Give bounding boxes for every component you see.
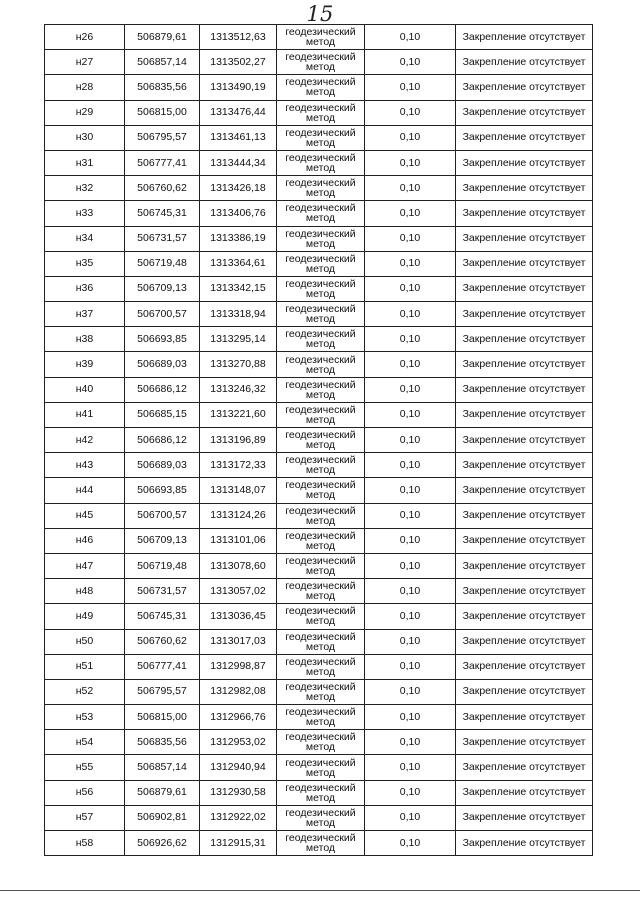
coordinate-y-cell: 1313461,13 [200, 125, 277, 150]
coordinate-y-cell: 1312982,08 [200, 679, 277, 704]
table-row [45, 654, 593, 679]
coordinate-x-cell: 506731,57 [125, 579, 200, 604]
accuracy-cell: 0,10 [365, 150, 456, 175]
table-row [45, 579, 593, 604]
coordinate-x-cell: 506902,81 [125, 805, 200, 830]
coordinate-x-cell: 506760,62 [125, 176, 200, 201]
marking-status-cell: Закрепление отсутствует [456, 453, 593, 478]
coordinate-x-cell: 506879,61 [125, 25, 200, 50]
point-id-cell: н46 [45, 528, 125, 553]
marking-status-cell: Закрепление отсутствует [456, 25, 593, 50]
marking-status-cell: Закрепление отсутствует [456, 478, 593, 503]
accuracy-cell: 0,10 [365, 730, 456, 755]
point-id-cell: н43 [45, 453, 125, 478]
coordinate-y-cell: 1313101,06 [200, 528, 277, 553]
method-cell: геодезический метод [277, 251, 365, 276]
marking-status-cell: Закрепление отсутствует [456, 201, 593, 226]
coordinate-y-cell: 1313476,44 [200, 100, 277, 125]
coordinate-y-cell: 1312930,58 [200, 780, 277, 805]
method-cell: геодезический метод [277, 302, 365, 327]
coordinate-x-cell: 506835,56 [125, 75, 200, 100]
point-id-cell: н50 [45, 629, 125, 654]
coordinate-x-cell: 506926,62 [125, 831, 200, 856]
coordinate-y-cell: 1313172,33 [200, 453, 277, 478]
coordinate-x-cell: 506795,57 [125, 125, 200, 150]
table-row [45, 327, 593, 352]
coordinate-x-cell: 506815,00 [125, 705, 200, 730]
table-row [45, 528, 593, 553]
point-id-cell: н44 [45, 478, 125, 503]
accuracy-cell: 0,10 [365, 25, 456, 50]
coordinate-x-cell: 506857,14 [125, 755, 200, 780]
method-cell: геодезический метод [277, 654, 365, 679]
coordinate-y-cell: 1313386,19 [200, 226, 277, 251]
method-cell: геодезический метод [277, 679, 365, 704]
coordinate-y-cell: 1313036,45 [200, 604, 277, 629]
method-cell: геодезический метод [277, 100, 365, 125]
point-id-cell: н57 [45, 805, 125, 830]
coordinate-y-cell: 1312998,87 [200, 654, 277, 679]
coordinate-x-cell: 506689,03 [125, 453, 200, 478]
method-cell: геодезический метод [277, 805, 365, 830]
method-cell: геодезический метод [277, 125, 365, 150]
marking-status-cell: Закрепление отсутствует [456, 176, 593, 201]
accuracy-cell: 0,10 [365, 327, 456, 352]
method-cell: геодезический метод [277, 150, 365, 175]
marking-status-cell: Закрепление отсутствует [456, 150, 593, 175]
accuracy-cell: 0,10 [365, 478, 456, 503]
point-id-cell: н36 [45, 276, 125, 301]
method-cell: геодезический метод [277, 352, 365, 377]
point-id-cell: н41 [45, 402, 125, 427]
method-cell: геодезический метод [277, 50, 365, 75]
method-cell: геодезический метод [277, 780, 365, 805]
table-row [45, 201, 593, 226]
accuracy-cell: 0,10 [365, 352, 456, 377]
table-row [45, 377, 593, 402]
coordinate-y-cell: 1313017,03 [200, 629, 277, 654]
marking-status-cell: Закрепление отсутствует [456, 831, 593, 856]
accuracy-cell: 0,10 [365, 503, 456, 528]
table-row [45, 453, 593, 478]
point-id-cell: н37 [45, 302, 125, 327]
accuracy-cell: 0,10 [365, 705, 456, 730]
method-cell: геодезический метод [277, 755, 365, 780]
coordinate-y-cell: 1313221,60 [200, 402, 277, 427]
coordinate-y-cell: 1312966,76 [200, 705, 277, 730]
table-row [45, 50, 593, 75]
coordinate-y-cell: 1313124,26 [200, 503, 277, 528]
table-row [45, 251, 593, 276]
table-row [45, 831, 593, 856]
method-cell: геодезический метод [277, 201, 365, 226]
table-row [45, 503, 593, 528]
marking-status-cell: Закрепление отсутствует [456, 654, 593, 679]
coordinate-x-cell: 506685,15 [125, 402, 200, 427]
coordinate-y-cell: 1313246,32 [200, 377, 277, 402]
point-id-cell: н48 [45, 579, 125, 604]
marking-status-cell: Закрепление отсутствует [456, 780, 593, 805]
coordinate-y-cell: 1313270,88 [200, 352, 277, 377]
method-cell: геодезический метод [277, 705, 365, 730]
marking-status-cell: Закрепление отсутствует [456, 528, 593, 553]
method-cell: геодезический метод [277, 428, 365, 453]
point-id-cell: н29 [45, 100, 125, 125]
accuracy-cell: 0,10 [365, 428, 456, 453]
method-cell: геодезический метод [277, 75, 365, 100]
table-row [45, 276, 593, 301]
marking-status-cell: Закрепление отсутствует [456, 629, 593, 654]
table-row [45, 478, 593, 503]
marking-status-cell: Закрепление отсутствует [456, 604, 593, 629]
point-id-cell: н54 [45, 730, 125, 755]
accuracy-cell: 0,10 [365, 402, 456, 427]
marking-status-cell: Закрепление отсутствует [456, 50, 593, 75]
table-row [45, 780, 593, 805]
marking-status-cell: Закрепление отсутствует [456, 805, 593, 830]
marking-status-cell: Закрепление отсутствует [456, 679, 593, 704]
method-cell: геодезический метод [277, 25, 365, 50]
coordinate-x-cell: 506745,31 [125, 604, 200, 629]
marking-status-cell: Закрепление отсутствует [456, 327, 593, 352]
accuracy-cell: 0,10 [365, 276, 456, 301]
accuracy-cell: 0,10 [365, 453, 456, 478]
marking-status-cell: Закрепление отсутствует [456, 503, 593, 528]
accuracy-cell: 0,10 [365, 100, 456, 125]
coordinate-x-cell: 506835,56 [125, 730, 200, 755]
point-id-cell: н40 [45, 377, 125, 402]
accuracy-cell: 0,10 [365, 553, 456, 578]
table-row [45, 428, 593, 453]
method-cell: геодезический метод [277, 478, 365, 503]
coordinate-x-cell: 506857,14 [125, 50, 200, 75]
table-row [45, 150, 593, 175]
coordinate-y-cell: 1312940,94 [200, 755, 277, 780]
point-id-cell: н47 [45, 553, 125, 578]
coordinate-x-cell: 506879,61 [125, 780, 200, 805]
point-id-cell: н32 [45, 176, 125, 201]
accuracy-cell: 0,10 [365, 377, 456, 402]
point-id-cell: н49 [45, 604, 125, 629]
marking-status-cell: Закрепление отсутствует [456, 579, 593, 604]
point-id-cell: н26 [45, 25, 125, 50]
coordinate-y-cell: 1313490,19 [200, 75, 277, 100]
table-row [45, 402, 593, 427]
table-row [45, 352, 593, 377]
point-id-cell: н34 [45, 226, 125, 251]
accuracy-cell: 0,10 [365, 302, 456, 327]
coordinate-x-cell: 506693,85 [125, 327, 200, 352]
accuracy-cell: 0,10 [365, 528, 456, 553]
coordinate-x-cell: 506693,85 [125, 478, 200, 503]
coordinate-x-cell: 506719,48 [125, 251, 200, 276]
coordinate-y-cell: 1313148,07 [200, 478, 277, 503]
marking-status-cell: Закрепление отсутствует [456, 730, 593, 755]
coordinate-y-cell: 1313426,18 [200, 176, 277, 201]
accuracy-cell: 0,10 [365, 604, 456, 629]
point-id-cell: н56 [45, 780, 125, 805]
point-id-cell: н53 [45, 705, 125, 730]
accuracy-cell: 0,10 [365, 654, 456, 679]
table-row [45, 629, 593, 654]
accuracy-cell: 0,10 [365, 755, 456, 780]
coordinate-x-cell: 506777,41 [125, 654, 200, 679]
method-cell: геодезический метод [277, 176, 365, 201]
table-row [45, 805, 593, 830]
marking-status-cell: Закрепление отсутствует [456, 251, 593, 276]
method-cell: геодезический метод [277, 276, 365, 301]
method-cell: геодезический метод [277, 730, 365, 755]
marking-status-cell: Закрепление отсутствует [456, 402, 593, 427]
accuracy-cell: 0,10 [365, 805, 456, 830]
coordinate-x-cell: 506686,12 [125, 428, 200, 453]
coordinate-y-cell: 1313364,61 [200, 251, 277, 276]
marking-status-cell: Закрепление отсутствует [456, 226, 593, 251]
table-row [45, 25, 593, 50]
method-cell: геодезический метод [277, 226, 365, 251]
accuracy-cell: 0,10 [365, 251, 456, 276]
marking-status-cell: Закрепление отсутствует [456, 705, 593, 730]
accuracy-cell: 0,10 [365, 176, 456, 201]
coordinate-x-cell: 506731,57 [125, 226, 200, 251]
coordinate-x-cell: 506700,57 [125, 503, 200, 528]
marking-status-cell: Закрепление отсутствует [456, 755, 593, 780]
accuracy-cell: 0,10 [365, 226, 456, 251]
marking-status-cell: Закрепление отсутствует [456, 377, 593, 402]
coordinate-y-cell: 1313342,15 [200, 276, 277, 301]
coordinate-x-cell: 506719,48 [125, 553, 200, 578]
coordinate-x-cell: 506777,41 [125, 150, 200, 175]
marking-status-cell: Закрепление отсутствует [456, 428, 593, 453]
coordinate-x-cell: 506745,31 [125, 201, 200, 226]
table-row [45, 705, 593, 730]
point-id-cell: н27 [45, 50, 125, 75]
coordinate-y-cell: 1312953,02 [200, 730, 277, 755]
point-id-cell: н51 [45, 654, 125, 679]
coordinate-x-cell: 506709,13 [125, 276, 200, 301]
marking-status-cell: Закрепление отсутствует [456, 125, 593, 150]
coordinate-x-cell: 506709,13 [125, 528, 200, 553]
accuracy-cell: 0,10 [365, 50, 456, 75]
marking-status-cell: Закрепление отсутствует [456, 302, 593, 327]
coordinate-y-cell: 1313444,34 [200, 150, 277, 175]
point-id-cell: н55 [45, 755, 125, 780]
accuracy-cell: 0,10 [365, 201, 456, 226]
coordinate-y-cell: 1313512,63 [200, 25, 277, 50]
table-row [45, 679, 593, 704]
coordinate-y-cell: 1313406,76 [200, 201, 277, 226]
accuracy-cell: 0,10 [365, 579, 456, 604]
table-row [45, 604, 593, 629]
coordinate-x-cell: 506815,00 [125, 100, 200, 125]
point-id-cell: н31 [45, 150, 125, 175]
coordinate-y-cell: 1312915,31 [200, 831, 277, 856]
point-id-cell: н35 [45, 251, 125, 276]
coordinate-x-cell: 506689,03 [125, 352, 200, 377]
coordinate-x-cell: 506700,57 [125, 302, 200, 327]
coordinate-y-cell: 1313318,94 [200, 302, 277, 327]
accuracy-cell: 0,10 [365, 75, 456, 100]
coordinate-y-cell: 1313196,89 [200, 428, 277, 453]
coordinates-table [44, 24, 593, 856]
method-cell: геодезический метод [277, 579, 365, 604]
method-cell: геодезический метод [277, 553, 365, 578]
marking-status-cell: Закрепление отсутствует [456, 553, 593, 578]
marking-status-cell: Закрепление отсутствует [456, 75, 593, 100]
point-id-cell: н58 [45, 831, 125, 856]
method-cell: геодезический метод [277, 402, 365, 427]
table-row [45, 553, 593, 578]
page-bottom-rule [0, 890, 640, 891]
point-id-cell: н52 [45, 679, 125, 704]
table-row [45, 730, 593, 755]
method-cell: геодезический метод [277, 604, 365, 629]
coordinate-x-cell: 506760,62 [125, 629, 200, 654]
accuracy-cell: 0,10 [365, 780, 456, 805]
method-cell: геодезический метод [277, 528, 365, 553]
method-cell: геодезический метод [277, 831, 365, 856]
method-cell: геодезический метод [277, 453, 365, 478]
point-id-cell: н39 [45, 352, 125, 377]
table-row [45, 176, 593, 201]
method-cell: геодезический метод [277, 503, 365, 528]
accuracy-cell: 0,10 [365, 831, 456, 856]
table-row [45, 226, 593, 251]
table-row [45, 75, 593, 100]
method-cell: геодезический метод [277, 327, 365, 352]
page-number: 15 [306, 2, 334, 26]
table-row [45, 100, 593, 125]
method-cell: геодезический метод [277, 377, 365, 402]
point-id-cell: н28 [45, 75, 125, 100]
coordinate-x-cell: 506795,57 [125, 679, 200, 704]
coordinate-y-cell: 1313502,27 [200, 50, 277, 75]
table-body [45, 25, 593, 856]
coordinate-y-cell: 1313057,02 [200, 579, 277, 604]
point-id-cell: н38 [45, 327, 125, 352]
point-id-cell: н33 [45, 201, 125, 226]
table-row [45, 125, 593, 150]
coordinate-y-cell: 1313295,14 [200, 327, 277, 352]
accuracy-cell: 0,10 [365, 679, 456, 704]
coordinate-y-cell: 1312922,02 [200, 805, 277, 830]
point-id-cell: н42 [45, 428, 125, 453]
marking-status-cell: Закрепление отсутствует [456, 276, 593, 301]
point-id-cell: н45 [45, 503, 125, 528]
accuracy-cell: 0,10 [365, 629, 456, 654]
table-row [45, 302, 593, 327]
marking-status-cell: Закрепление отсутствует [456, 100, 593, 125]
coordinate-x-cell: 506686,12 [125, 377, 200, 402]
coordinate-y-cell: 1313078,60 [200, 553, 277, 578]
table-row [45, 755, 593, 780]
accuracy-cell: 0,10 [365, 125, 456, 150]
method-cell: геодезический метод [277, 629, 365, 654]
point-id-cell: н30 [45, 125, 125, 150]
marking-status-cell: Закрепление отсутствует [456, 352, 593, 377]
